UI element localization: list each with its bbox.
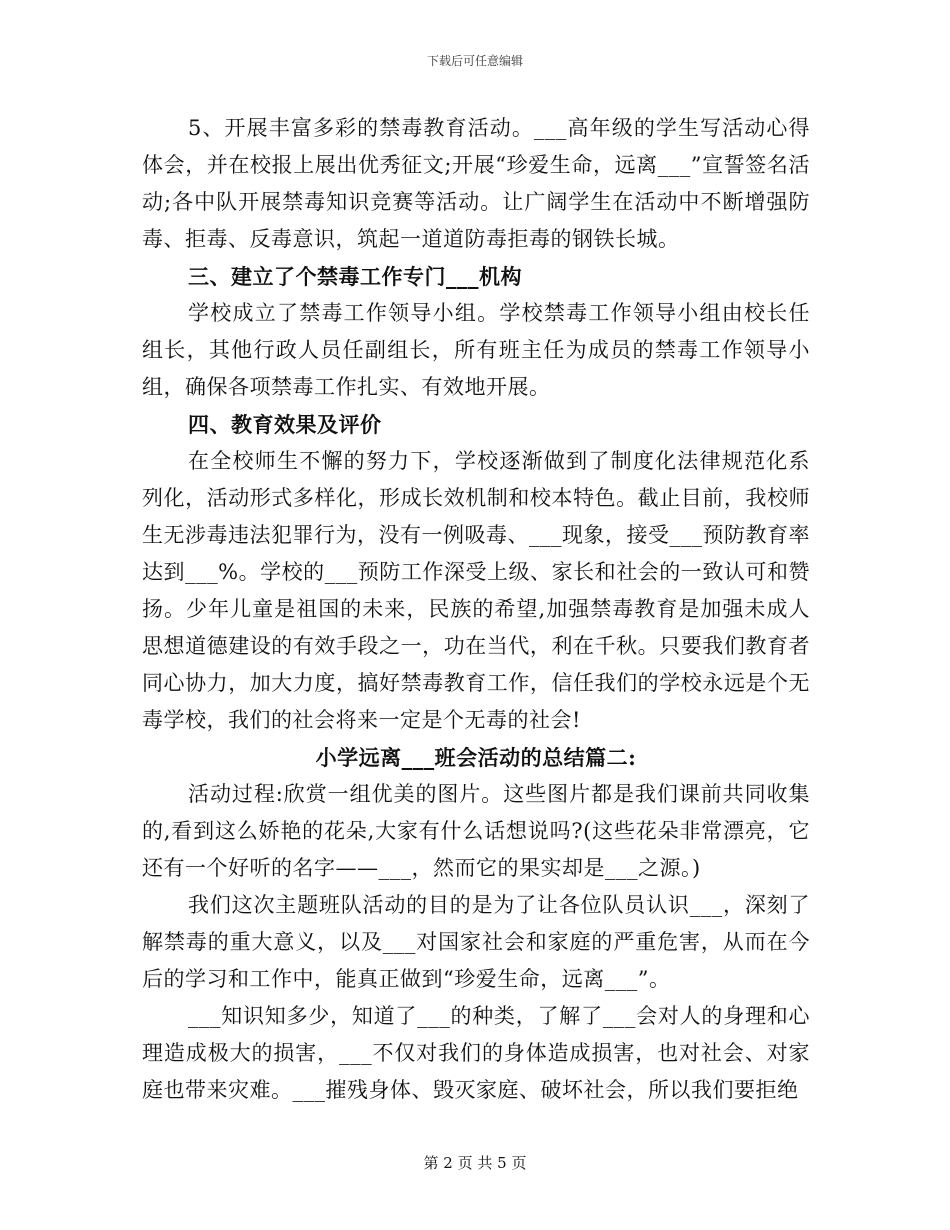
paragraph-activity-process: 活动过程:欣赏一组优美的图片。这些图片都是我们课前共同收集的,看到这么娇艳的花朵,大家有什么话想说吗?(这些花朵非常漂亮，它还有一个好听的名字——___，然而它的果实却是___之源。) <box>142 782 810 880</box>
paragraph-activity-purpose: 我们这次主题班队活动的目的是为了让各位队员认识___，深刻了解禁毒的重大意义，以及___对国家社会和家庭的严重危害，从而在今后的学习和工作中，能真正做到“珍爱生命，远离___”。 <box>142 893 810 991</box>
paragraph-education-results: 在全校师生不懈的努力下，学校逐渐做到了制度化法律规范化系列化，活动形式多样化，形成长效机制和校本特色。截止目前，我校师生无涉毒违法犯罪行为，没有一例吸毒、___现象，接受___预防教育率达到___%。学校的___预防工作深受上级、家长和社会的一致认可和赞扬。少年儿童是祖国的未来，民族的希望,加强禁毒教育是加强未成人思想道德建设的有效手段之一，功在当代，利在千秋。只要我们教育者同心协力，加大力度，搞好禁毒教育工作，信任我们的学校永远是个无毒学校，我们的社会将来一定是个无毒的社会! <box>142 449 810 732</box>
heading-section-three: 三、建立了个禁毒工作专门___机构 <box>188 264 522 289</box>
paragraph-leadership-group: 学校成立了禁毒工作领导小组。学校禁毒工作领导小组由校长任组长，其他行政人员任副组长，所有班主任为成员的禁毒工作领导小组，确保各项禁毒工作扎实、有效地开展。 <box>142 301 810 399</box>
page-header: 下载后可任意编辑 <box>426 54 523 68</box>
heading-section-four: 四、教育效果及评价 <box>188 412 382 437</box>
paragraph-knowledge: ___知识知多少，知道了___的种类，了解了___会对人的身理和心理造成极大的损害，___不仅对我们的身体造成损害，也对社会、对家庭也带来灾难。___摧残身体、毁灭家庭、破坏社会，所以我们要拒绝 <box>142 1004 810 1102</box>
document-body <box>142 110 810 1109</box>
page-footer: 第 2 页 共 5 页 <box>423 1154 527 1172</box>
paragraph-activities: 5、开展丰富多彩的禁毒教育活动。___高年级的学生写活动心得体会，并在校报上展出优秀征文;开展“珍爱生命，远离___”宣誓签名活动;各中队开展禁毒知识竞赛等活动。让广阔学生在活动中不断增强防毒、拒毒、反毒意识，筑起一道道防毒拒毒的钢铁长城。 <box>142 116 810 251</box>
section-title-part-two: 小学远离___班会活动的总结篇二: <box>315 745 637 770</box>
